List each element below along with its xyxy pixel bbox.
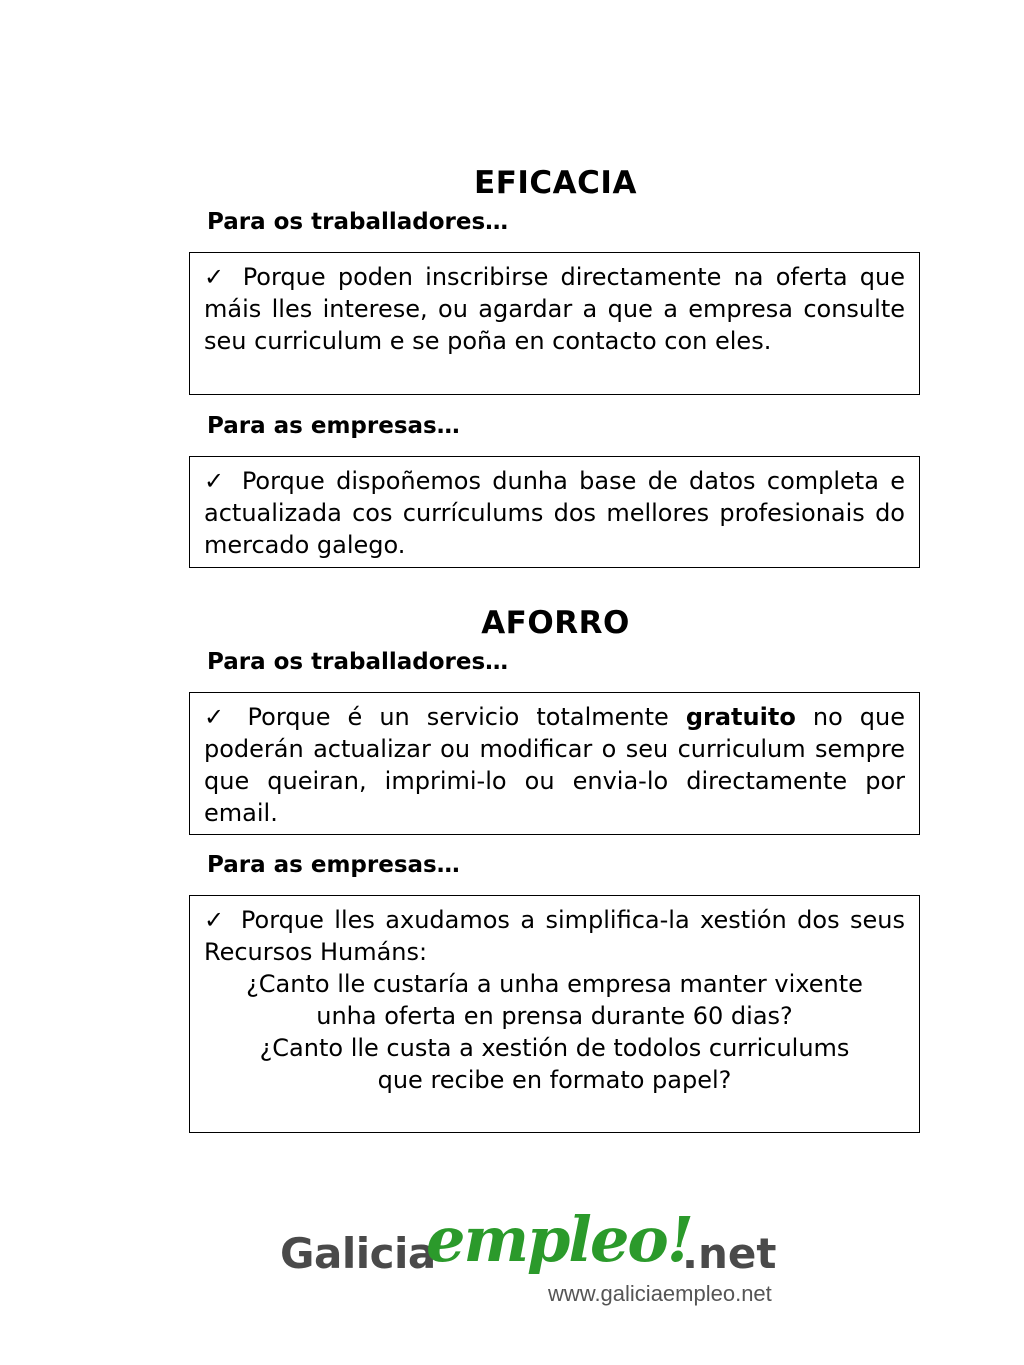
subheading-workers: Para os traballadores… [207, 649, 509, 675]
box-text: Porque poden inscribirse directamente na oferta que máis lles interese, ou agardar a que a empresa consulte seu curriculum e se poña en contacto con eles. [204, 263, 906, 355]
subheading-workers: Para os traballadores… [207, 209, 509, 235]
subheading-companies: Para as empresas… [207, 413, 460, 439]
box-text-start: Porque é un servicio totalmente [247, 703, 686, 731]
section-heading-eficacia: EFICACIA [474, 165, 637, 201]
text-box-companies [189, 895, 920, 1133]
text-box-workers [189, 252, 920, 395]
question-2: ¿Canto lle custa a xestión de todolos curriculums que recibe en formato papel? [259, 1034, 850, 1094]
box-text: Porque lles axudamos a simplifica-la xestión dos seus Recursos Humáns: [204, 906, 906, 966]
box-text-end: no que poderán actualizar ou modificar o seu curriculum sempre que queiran, imprimi-lo ou envia-lo directamente por email. [204, 703, 905, 827]
checkmark-icon: ✓ [204, 263, 229, 291]
logo-url-text: www.galiciaempleo.net [548, 1281, 772, 1306]
checkmark-icon: ✓ [204, 906, 227, 934]
checkmark-icon: ✓ [204, 703, 234, 731]
box-text: Porque dispoñemos dunha base de datos completa e actualizada cos currículums dos mellores profesionais do mercado galego. [204, 467, 906, 559]
question-1: ¿Canto lle custaría a unha empresa manter vixente unha oferta en prensa durante 60 dias? [246, 970, 863, 1030]
galiciaempleo-logo [280, 1195, 820, 1315]
logo-net-text: .net [682, 1229, 777, 1278]
box-text-bold: gratuito [685, 703, 796, 731]
text-box-workers [189, 692, 920, 835]
checkmark-icon: ✓ [204, 467, 228, 495]
section-heading-aforro: AFORRO [481, 605, 630, 641]
logo-galicia-text: Galicia [280, 1229, 436, 1278]
text-box-companies [189, 456, 920, 568]
logo-empleo-text: empleo! [426, 1203, 692, 1276]
subheading-companies: Para as empresas… [207, 852, 460, 878]
